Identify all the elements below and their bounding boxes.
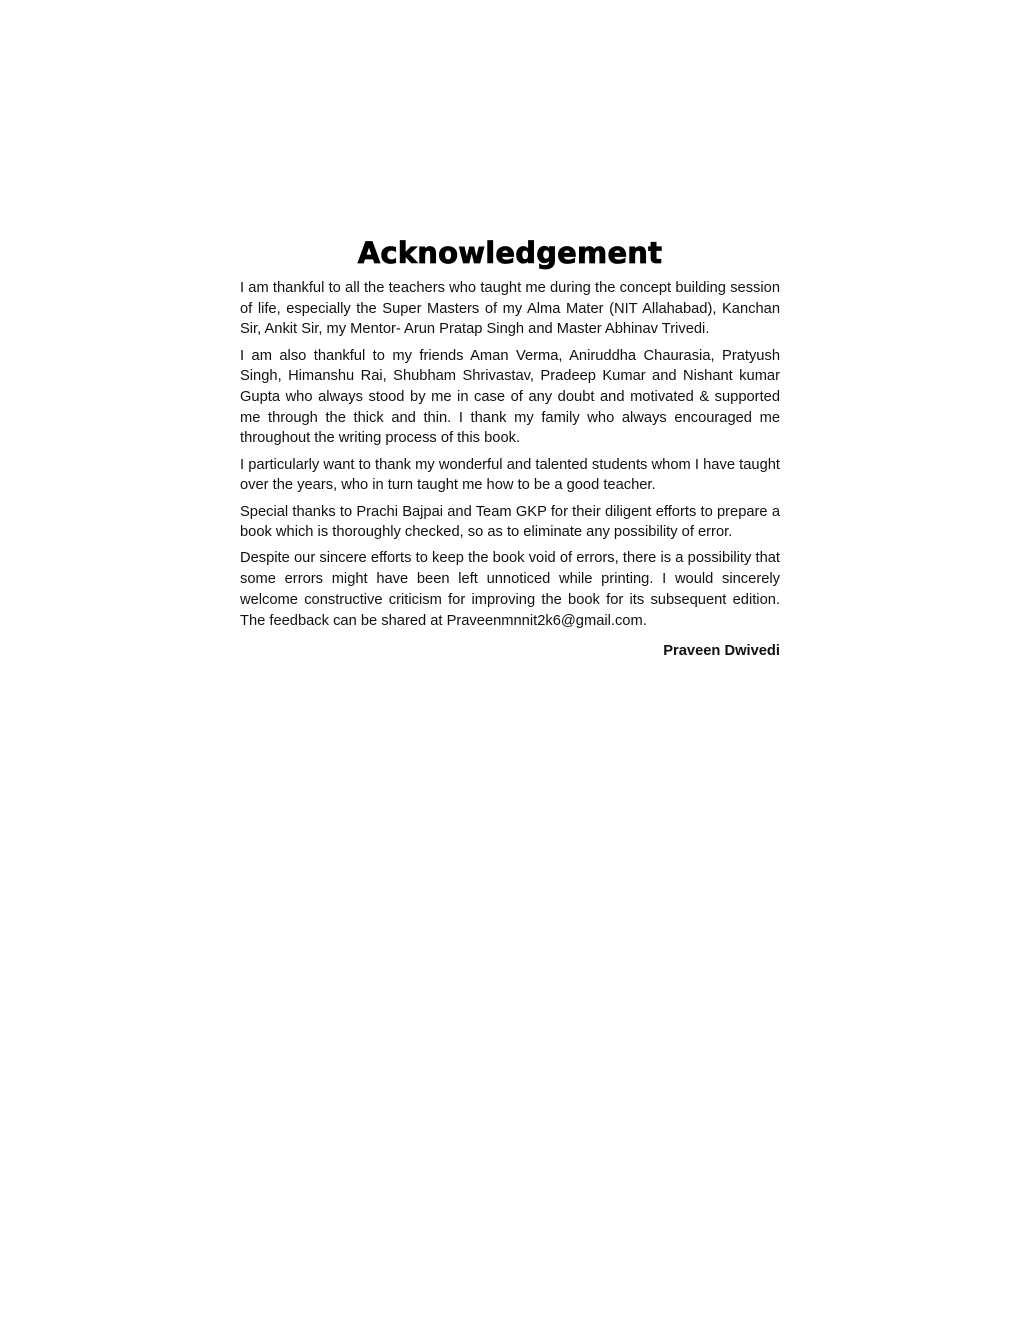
acknowledgement-page: [240, 234, 780, 661]
paragraph-students: I particularly want to thank my wonderful and talented students whom I have taught over the years, who in turn taught me how to be a good teacher.: [240, 456, 780, 494]
paragraph-teachers: I am thankful to all the teachers who taught me during the concept building session of life, especially the Super Masters of my Alma Mater (NIT Allahabad), Kanchan Sir, Ankit Sir, my Mentor- Arun Pratap Singh and Master Abhinav Trivedi.: [240, 280, 780, 338]
paragraph-feedback: Despite our sincere efforts to keep the book void of errors, there is a possibility that some errors might have been left unnoticed while printing. I would sincerely welcome constructive criticism for improving the book for its subsequent edition. The feedback can be shared at Praveenmnnit2k6@gmail.com.: [240, 550, 780, 629]
page-title: Acknowledgement: [357, 236, 663, 270]
author-signature: Praveen Dwivedi: [663, 643, 780, 660]
paragraph-special-thanks: Special thanks to Prachi Bajpai and Team GKP for their diligent efforts to prepare a book which is thoroughly checked, so as to eliminate any possibility of error.: [240, 503, 780, 541]
paragraph-friends: I am also thankful to my friends Aman Verma, Aniruddha Chaurasia, Pratyush Singh, Himanshu Rai, Shubham Shrivastav, Pradeep Kumar and Nishant kumar Gupta who always stood by me in case of any doubt and motivated & supported me through the thick and thin. I thank my family who always encouraged me throughout the writing process of this book.: [240, 347, 780, 447]
